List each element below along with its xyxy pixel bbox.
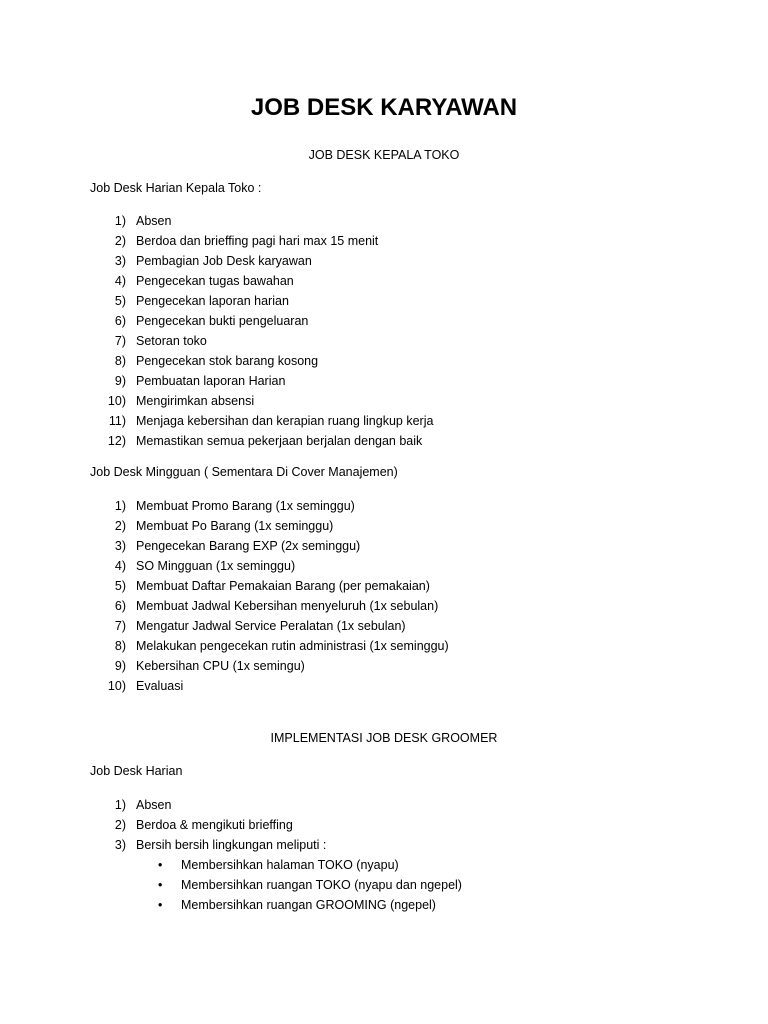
list-item-text: Membuat Jadwal Kebersihan menyeluruh (1x sebulan) (136, 599, 439, 613)
list-item-number: 3) (114, 254, 126, 268)
list-item-text: Membuat Daftar Pemakaian Barang (per pemakaian) (136, 579, 430, 593)
daily-intro-kepala-toko: Job Desk Harian Kepala Toko : (90, 181, 262, 195)
list-item (90, 251, 433, 271)
list-item-number: 5) (114, 579, 126, 593)
list-item-number: 4) (114, 274, 126, 288)
list-item-number: 8) (114, 639, 126, 653)
list-item-number: 2) (114, 818, 126, 832)
list-item-text: Pengecekan bukti pengeluaran (136, 314, 309, 328)
list-item-text: Kebersihan CPU (1x semingu) (136, 659, 305, 673)
list-item-number: 11) (108, 414, 126, 428)
section-heading-kepala-toko: JOB DESK KEPALA TOKO (308, 148, 460, 162)
list-item (90, 596, 449, 616)
list-item-text: Setoran toko (136, 334, 207, 348)
bullet-item (136, 875, 462, 895)
list-item-text: Pengecekan tugas bawahan (136, 274, 294, 288)
list-item (90, 496, 449, 516)
list-item-text: Pengecekan Barang EXP (2x seminggu) (136, 539, 361, 553)
list-item-text: Memastikan semua pekerjaan berjalan dengan baik (136, 434, 423, 448)
list-item-number: 7) (114, 334, 126, 348)
list-item-text: Absen (136, 798, 172, 812)
list-item (90, 676, 449, 696)
list-item (90, 331, 433, 351)
list-item-text: Bersih bersih lingkungan meliputi : (136, 838, 327, 852)
list-item (90, 411, 433, 431)
list-item (90, 371, 433, 391)
daily-list-groomer (90, 795, 462, 915)
list-item-number: 8) (114, 354, 126, 368)
list-item-number: 10) (107, 679, 126, 693)
list-item (90, 351, 433, 371)
list-item (90, 576, 449, 596)
list-item-text: Pembuatan laporan Harian (136, 374, 286, 388)
list-item-text: Membuat Promo Barang (1x seminggu) (136, 499, 355, 513)
list-item-number: 4) (114, 559, 126, 573)
list-item (90, 311, 433, 331)
list-item-number: 3) (114, 838, 126, 852)
list-item (90, 211, 433, 231)
list-item-number: 2) (114, 519, 126, 533)
list-item (90, 231, 433, 251)
bullet-item (136, 895, 462, 915)
list-item-text: Membuat Po Barang (1x seminggu) (136, 519, 334, 533)
page-title: JOB DESK KARYAWAN (250, 94, 518, 121)
list-item-text: Berdoa dan brieffing pagi hari max 15 menit (136, 234, 379, 248)
daily-intro-groomer: Job Desk Harian (90, 764, 183, 778)
list-item-text: Pengecekan stok barang kosong (136, 354, 319, 368)
list-item (90, 556, 449, 576)
weekly-intro-kepala-toko: Job Desk Mingguan ( Sementara Di Cover Manajemen) (90, 465, 398, 479)
list-item (90, 636, 449, 656)
list-item (90, 815, 462, 835)
list-item-number: 5) (114, 294, 126, 308)
list-item (90, 271, 433, 291)
bullet-text: Membersihkan ruangan TOKO (nyapu dan ngepel) (181, 878, 462, 892)
list-item-number: 7) (114, 619, 126, 633)
list-item-text: Berdoa & mengikuti brieffing (136, 818, 293, 832)
list-item (90, 616, 449, 636)
list-item-text: Mengatur Jadwal Service Peralatan (1x sebulan) (136, 619, 406, 633)
list-item-number: 6) (114, 314, 126, 328)
list-item-number: 6) (114, 599, 126, 613)
daily-list-kepala-toko (90, 211, 433, 451)
list-item (90, 516, 449, 536)
list-item-text: Pengecekan laporan harian (136, 294, 289, 308)
list-item (90, 656, 449, 676)
list-item-number: 12) (107, 434, 126, 448)
section-heading-groomer: IMPLEMENTASI JOB DESK GROOMER (270, 731, 498, 745)
list-item-number: 9) (114, 374, 126, 388)
cleaning-bullet-list (136, 855, 462, 915)
list-item-text: Mengirimkan absensi (136, 394, 255, 408)
list-item-number: 1) (114, 798, 126, 812)
list-item-text: Melakukan pengecekan rutin administrasi (1x seminggu) (136, 639, 449, 653)
weekly-list-kepala-toko (90, 496, 449, 696)
list-item (90, 835, 462, 915)
list-item-number: 2) (114, 234, 126, 248)
list-item-number: 9) (114, 659, 126, 673)
bullet-item (136, 855, 462, 875)
list-item (90, 795, 462, 815)
list-item-text: Absen (136, 214, 172, 228)
list-item-number: 3) (114, 539, 126, 553)
list-item-text: SO Mingguan (1x seminggu) (136, 559, 296, 573)
bullet-text: Membersihkan halaman TOKO (nyapu) (181, 858, 399, 872)
list-item (90, 431, 433, 451)
list-item (90, 536, 449, 556)
list-item-number: 1) (114, 499, 126, 513)
list-item-text: Pembagian Job Desk karyawan (136, 254, 312, 268)
list-item (90, 291, 433, 311)
list-item-text: Menjaga kebersihan dan kerapian ruang lingkup kerja (136, 414, 434, 428)
bullet-text: Membersihkan ruangan GROOMING (ngepel) (181, 898, 436, 912)
list-item (90, 391, 433, 411)
bullet-icon: • (158, 898, 163, 912)
bullet-icon: • (158, 858, 163, 872)
list-item-number: 10) (107, 394, 126, 408)
list-item-text: Evaluasi (136, 679, 184, 693)
list-item-number: 1) (114, 214, 126, 228)
bullet-icon: • (158, 878, 163, 892)
